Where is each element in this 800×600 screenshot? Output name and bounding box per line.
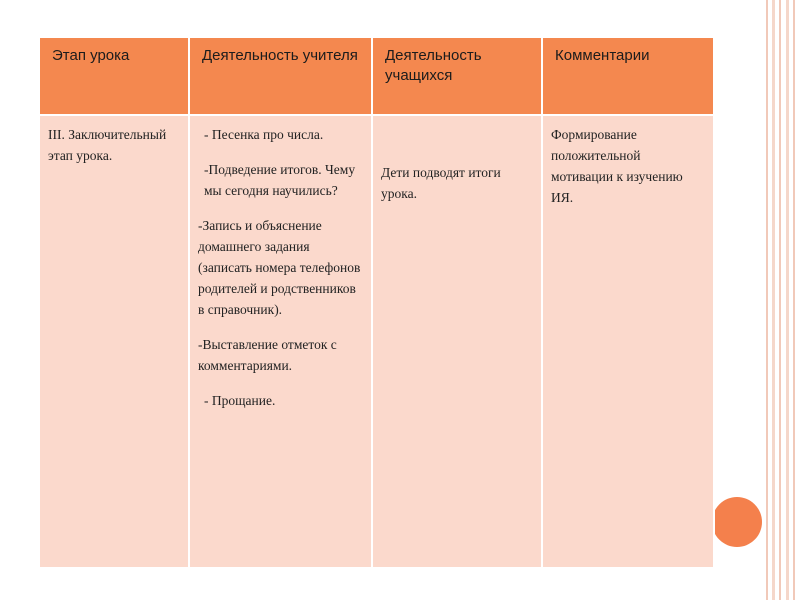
comments-text: Формирование положительной мотивации к изучению ИЯ. <box>551 127 683 205</box>
header-stage: Этап урока <box>39 37 189 115</box>
header-students: Деятельность учащихся <box>372 37 542 115</box>
table-header-row <box>39 37 714 115</box>
decor-stripe <box>766 0 768 600</box>
cell-teacher <box>189 115 372 568</box>
decor-stripe <box>786 0 789 600</box>
lesson-table <box>38 36 715 569</box>
stage-text: III. Заключительный этап урока. <box>48 127 167 163</box>
decor-stripe <box>779 0 781 600</box>
header-comments: Комментарии <box>542 37 714 115</box>
table-row <box>39 115 714 568</box>
decor-stripe <box>772 0 775 600</box>
decor-stripe <box>793 0 795 600</box>
teacher-item: -Выставление отметок с комментариями. <box>198 337 337 373</box>
cell-students <box>372 115 542 568</box>
teacher-item: -Запись и объяснение домашнего задания (записать номера телефонов родителей и родственников в справочник). <box>198 218 361 317</box>
teacher-item: -Подведение итогов. Чему мы сегодня научились? <box>204 162 356 198</box>
teacher-item: - Песенка про числа. <box>204 127 324 142</box>
cell-comments <box>542 115 714 568</box>
decor-circle <box>712 497 762 547</box>
teacher-item: - Прощание. <box>204 393 276 408</box>
students-text: Дети подводят итоги урока. <box>381 165 501 201</box>
cell-stage <box>39 115 189 568</box>
header-teacher: Деятельность учителя <box>189 37 372 115</box>
